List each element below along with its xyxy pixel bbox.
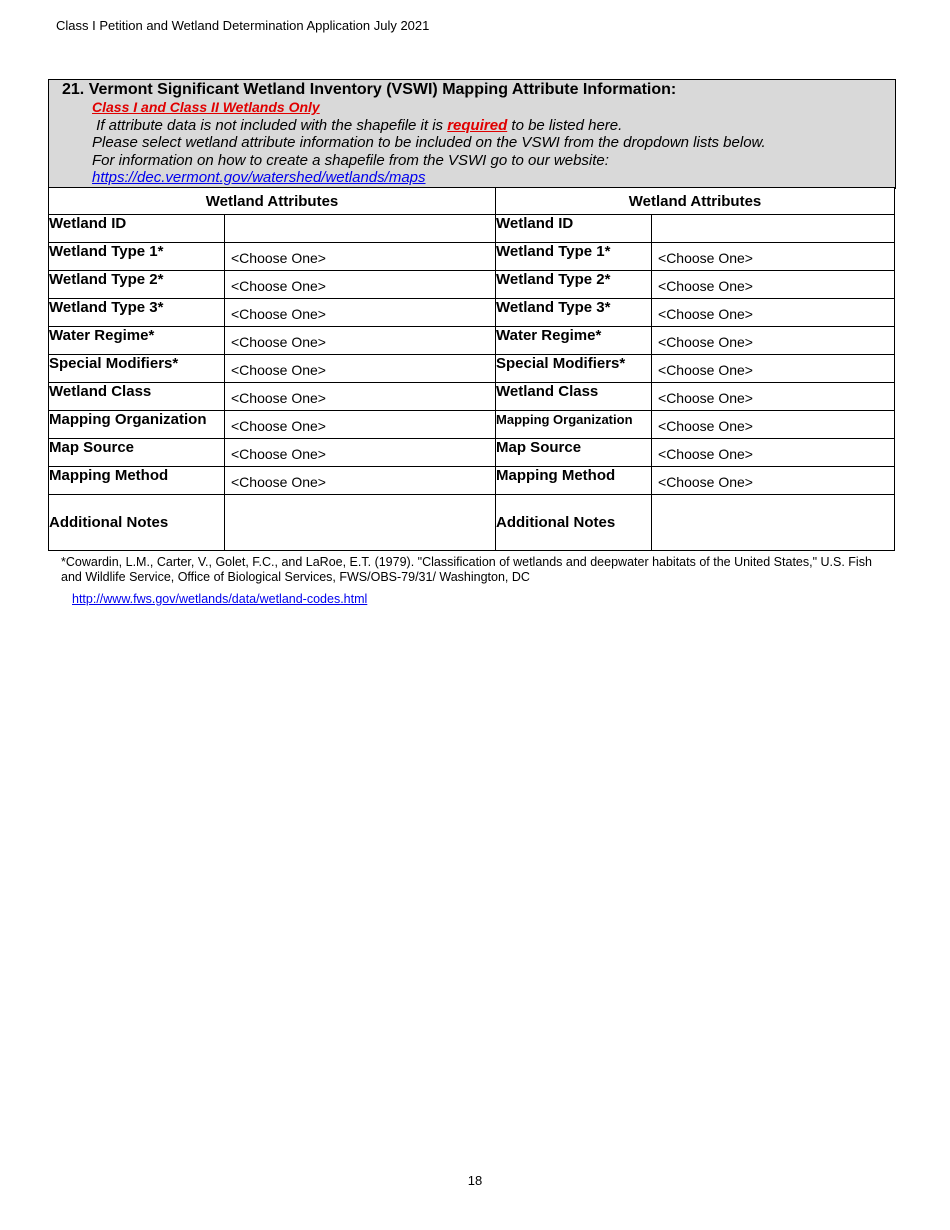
attribute-label: Map Source: [49, 439, 225, 467]
instruction-line-3: For information on how to create a shapefile from the VSWI go to our website:: [92, 151, 609, 169]
table-row: [49, 215, 895, 243]
attribute-value-left[interactable]: [225, 215, 496, 243]
footnote: *Cowardin, L.M., Carter, V., Golet, F.C., and LaRoe, E.T. (1979). "Classification of wetlands and deepwater habitats of the United States," U.S. Fish and Wildlife Service, Office of Biological Services, FWS/OBS-79/31/ Washington, DC: [61, 555, 872, 584]
class-note: Class I and Class II Wetlands Only: [92, 99, 320, 115]
attribute-label: Wetland Type 1*: [49, 243, 225, 271]
attribute-label: Wetland Class: [496, 383, 652, 411]
page-header: Class I Petition and Wetland Determination Application July 2021: [56, 18, 430, 33]
attribute-label: Wetland Type 2*: [496, 271, 652, 299]
maps-link[interactable]: https://dec.vermont.gov/watershed/wetlands/maps: [92, 169, 426, 186]
attribute-value-left[interactable]: <Choose One>: [225, 411, 496, 439]
attribute-label: Map Source: [496, 439, 652, 467]
page-number: 18: [467, 1173, 483, 1188]
fws-codes-link[interactable]: http://www.fws.gov/wetlands/data/wetland-codes.html: [72, 592, 368, 606]
attribute-value-right[interactable]: <Choose One>: [652, 299, 895, 327]
attribute-label: Mapping Method: [49, 467, 225, 495]
vswi-section: [48, 79, 896, 189]
table-row: [49, 411, 895, 439]
table-row: [49, 355, 895, 383]
section-title: 21. Vermont Significant Wetland Inventory (VSWI) Mapping Attribute Information:: [62, 81, 677, 98]
table-row: [49, 495, 895, 551]
attribute-label: Mapping Organization: [496, 411, 652, 439]
attribute-value-right[interactable]: [652, 215, 895, 243]
attribute-value-left[interactable]: <Choose One>: [225, 467, 496, 495]
instruction-line-1: If attribute data is not included with the shapefile it is required to be listed here.: [96, 116, 623, 134]
table-row: [49, 327, 895, 355]
header-left: Wetland Attributes: [49, 188, 496, 215]
attribute-label: Wetland ID: [49, 215, 225, 243]
attribute-value-right[interactable]: <Choose One>: [652, 355, 895, 383]
attribute-value-left[interactable]: <Choose One>: [225, 439, 496, 467]
attribute-value-left[interactable]: [225, 495, 496, 551]
instruction-line-2: Please select wetland attribute information to be included on the VSWI from the dropdown lists below.: [92, 134, 766, 151]
attribute-label: Wetland Type 2*: [49, 271, 225, 299]
attribute-value-right[interactable]: [652, 495, 895, 551]
attribute-value-right[interactable]: <Choose One>: [652, 467, 895, 495]
table-row: [49, 439, 895, 467]
attribute-label: Special Modifiers*: [49, 355, 225, 383]
attribute-label: Additional Notes: [496, 495, 652, 551]
attribute-label: Mapping Organization: [49, 411, 225, 439]
wetland-attributes-table: [48, 187, 895, 551]
table-row: [49, 299, 895, 327]
attribute-label: Wetland Type 3*: [49, 299, 225, 327]
table-row: [49, 271, 895, 299]
attribute-value-left[interactable]: <Choose One>: [225, 299, 496, 327]
attribute-label: Wetland Type 1*: [496, 243, 652, 271]
attribute-value-left[interactable]: <Choose One>: [225, 327, 496, 355]
attribute-value-left[interactable]: <Choose One>: [225, 271, 496, 299]
attribute-value-left[interactable]: <Choose One>: [225, 383, 496, 411]
attribute-value-left[interactable]: <Choose One>: [225, 355, 496, 383]
attribute-label: Wetland ID: [496, 215, 652, 243]
attribute-value-right[interactable]: <Choose One>: [652, 383, 895, 411]
attribute-value-right[interactable]: <Choose One>: [652, 271, 895, 299]
attribute-label: Additional Notes: [49, 495, 225, 551]
attribute-label: Mapping Method: [496, 467, 652, 495]
attribute-value-right[interactable]: <Choose One>: [652, 327, 895, 355]
attribute-value-left[interactable]: <Choose One>: [225, 243, 496, 271]
required-word: required: [447, 116, 508, 134]
attribute-label: Water Regime*: [49, 327, 225, 355]
header-right: Wetland Attributes: [496, 188, 895, 215]
table-row: [49, 467, 895, 495]
attribute-value-right[interactable]: <Choose One>: [652, 243, 895, 271]
attribute-label: Water Regime*: [496, 327, 652, 355]
attribute-label: Special Modifiers*: [496, 355, 652, 383]
attribute-label: Wetland Type 3*: [496, 299, 652, 327]
attribute-label: Wetland Class: [49, 383, 225, 411]
attribute-value-right[interactable]: <Choose One>: [652, 411, 895, 439]
table-row: [49, 383, 895, 411]
attribute-value-right[interactable]: <Choose One>: [652, 439, 895, 467]
table-row: [49, 243, 895, 271]
